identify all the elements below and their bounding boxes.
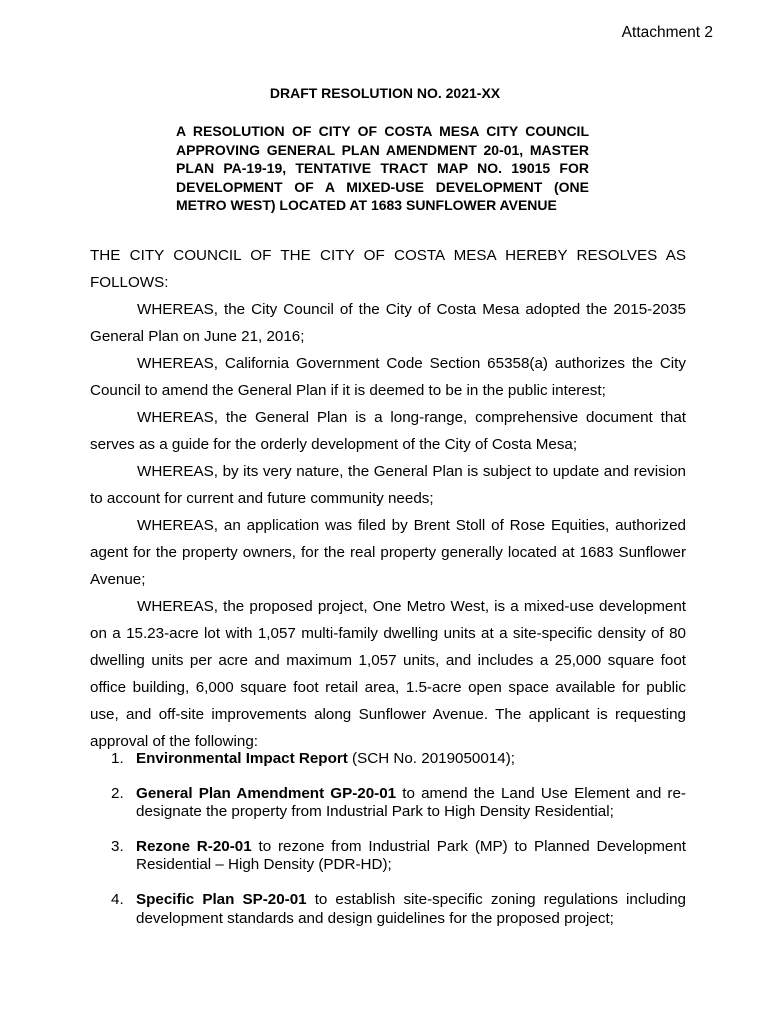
list-item <box>90 891 686 928</box>
list-item-number: 4. <box>111 890 124 908</box>
list-item <box>90 785 686 822</box>
list-item-title: General Plan Amendment GP-20-01 <box>136 784 397 802</box>
whereas-paragraph-4: WHEREAS, by its very nature, the General Plan is subject to update and revision to account for current and future community needs; <box>90 463 686 507</box>
lead-paragraph: THE CITY COUNCIL OF THE CITY OF COSTA MESA HEREBY RESOLVES AS FOLLOWS: <box>90 247 686 291</box>
whereas-paragraph-6: WHEREAS, the proposed project, One Metro West, is a mixed-use development on a 15.23-acre lot with 1,057 multi-family dwelling units at a site-specific density of 80 dwelling units per acre and maximum 1,057 units, and includes a 25,000 square foot office building, 6,000 square foot retail area, 1.5-acre open space available for public use, and off-site improvements along Sunflower Avenue. The applicant is requesting approval of the following: <box>90 598 686 750</box>
attachment-label: Attachment 2 <box>621 24 713 41</box>
list-item-text: to establish site-specific zoning regulations including development standards and design guidelines for the proposed project; <box>136 890 686 927</box>
whereas-paragraph-1: WHEREAS, the City Council of the City of Costa Mesa adopted the 2015-2035 General Plan on June 21, 2016; <box>90 301 686 345</box>
whereas-paragraph-2: WHEREAS, California Government Code Section 65358(a) authorizes the City Council to amend the General Plan if it is deemed to be in the public interest; <box>90 355 686 399</box>
resolution-subtitle: A RESOLUTION OF CITY OF COSTA MESA CITY COUNCIL APPROVING GENERAL PLAN AMENDMENT 20-01, MASTER PLAN PA-19-19, TENTATIVE TRACT MAP NO. 19015 FOR DEVELOPMENT OF A MIXED-USE DEVELOPMENT (ONE METRO WEST) LOCATED AT 1683 SUNFLOWER AVENUE <box>176 123 589 214</box>
list-item-title: Environmental Impact Report <box>136 750 348 767</box>
requested-approvals-list <box>90 750 686 928</box>
list-item-title: Specific Plan SP-20-01 <box>136 890 307 908</box>
resolution-body <box>90 242 686 755</box>
list-item-title: Rezone R-20-01 <box>136 837 252 855</box>
list-item-text: (SCH No. 2019050014); <box>347 750 515 767</box>
list-item <box>90 838 686 875</box>
list-item-number: 3. <box>111 837 124 855</box>
list-item-number: 1. <box>111 750 124 767</box>
whereas-paragraph-5: WHEREAS, an application was filed by Brent Stoll of Rose Equities, authorized agent for the property owners, for the real property generally located at 1683 Sunflower Avenue; <box>90 517 686 588</box>
list-item-text: to rezone from Industrial Park (MP) to Planned Development Residential – High Density (PDR-HD); <box>136 837 686 874</box>
list-item <box>90 750 686 769</box>
list-item-number: 2. <box>111 784 124 802</box>
list-item-text: to amend the Land Use Element and re-designate the property from Industrial Park to High Density Residential; <box>136 784 686 821</box>
whereas-paragraph-3: WHEREAS, the General Plan is a long-range, comprehensive document that serves as a guide for the orderly development of the City of Costa Mesa; <box>90 409 686 453</box>
resolution-title: DRAFT RESOLUTION NO. 2021-XX <box>269 85 501 101</box>
